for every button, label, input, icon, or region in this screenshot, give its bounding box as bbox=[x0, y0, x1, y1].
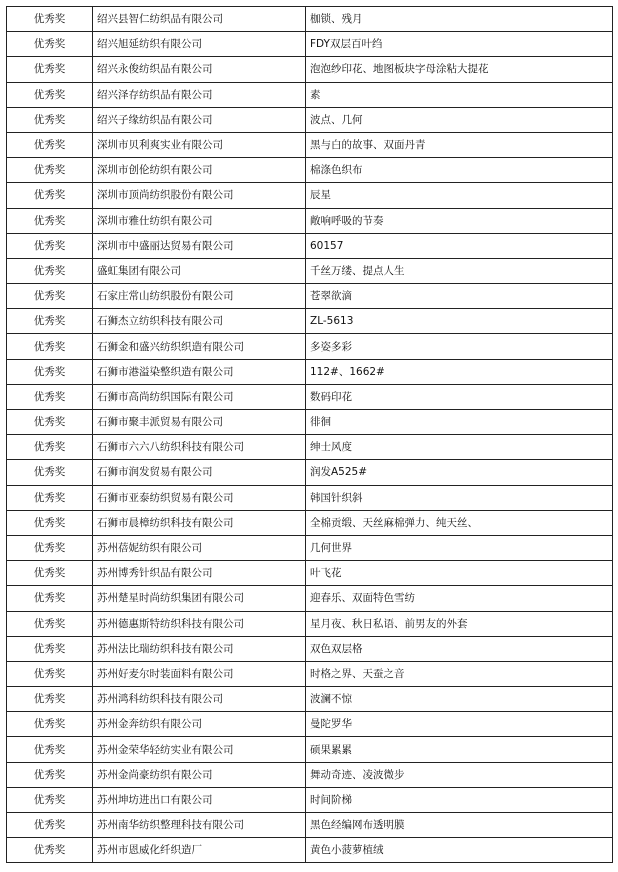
table-row bbox=[7, 535, 613, 560]
product-name-cell: 波点、几何 bbox=[306, 107, 613, 132]
award-level-cell: 优秀奖 bbox=[7, 485, 93, 510]
company-name-cell: 苏州金荣华轻纺实业有限公司 bbox=[93, 737, 306, 762]
award-level-cell: 优秀奖 bbox=[7, 410, 93, 435]
product-name-cell: 徘徊 bbox=[306, 410, 613, 435]
award-level-cell: 优秀奖 bbox=[7, 762, 93, 787]
award-level-cell: 优秀奖 bbox=[7, 132, 93, 157]
award-level-cell: 优秀奖 bbox=[7, 359, 93, 384]
company-name-cell: 石家庄常山纺织股份有限公司 bbox=[93, 284, 306, 309]
award-level-cell: 优秀奖 bbox=[7, 334, 93, 359]
award-table bbox=[6, 6, 613, 863]
product-name-cell: 苍翠欲滴 bbox=[306, 284, 613, 309]
award-level-cell: 优秀奖 bbox=[7, 309, 93, 334]
award-level-cell: 优秀奖 bbox=[7, 233, 93, 258]
table-row bbox=[7, 132, 613, 157]
table-row bbox=[7, 258, 613, 283]
product-name-cell: 数码印花 bbox=[306, 384, 613, 409]
award-level-cell: 优秀奖 bbox=[7, 258, 93, 283]
table-row bbox=[7, 661, 613, 686]
table-row bbox=[7, 586, 613, 611]
product-name-cell: 润发A525# bbox=[306, 460, 613, 485]
company-name-cell: 苏州金奔纺织有限公司 bbox=[93, 712, 306, 737]
table-row bbox=[7, 384, 613, 409]
product-name-cell: 枷锁、残月 bbox=[306, 7, 613, 32]
company-name-cell: 绍兴县智仁纺织品有限公司 bbox=[93, 7, 306, 32]
table-row bbox=[7, 813, 613, 838]
product-name-cell: 黄色小菠萝植绒 bbox=[306, 838, 613, 863]
company-name-cell: 苏州南华纺织整理科技有限公司 bbox=[93, 813, 306, 838]
award-level-cell: 优秀奖 bbox=[7, 535, 93, 560]
company-name-cell: 苏州楚星时尚纺织集团有限公司 bbox=[93, 586, 306, 611]
product-name-cell: 叶飞花 bbox=[306, 561, 613, 586]
product-name-cell: 舞动奇迹、凌波微步 bbox=[306, 762, 613, 787]
company-name-cell: 石狮市聚丰派贸易有限公司 bbox=[93, 410, 306, 435]
award-level-cell: 优秀奖 bbox=[7, 435, 93, 460]
company-name-cell: 深圳市顶尚纺织股份有限公司 bbox=[93, 183, 306, 208]
table-row bbox=[7, 359, 613, 384]
table-row bbox=[7, 838, 613, 863]
award-level-cell: 优秀奖 bbox=[7, 57, 93, 82]
product-name-cell: 素 bbox=[306, 82, 613, 107]
table-row bbox=[7, 485, 613, 510]
company-name-cell: 石狮市六六八纺织科技有限公司 bbox=[93, 435, 306, 460]
product-name-cell: 黑与白的故事、双面丹青 bbox=[306, 132, 613, 157]
product-name-cell: 几何世界 bbox=[306, 535, 613, 560]
table-row bbox=[7, 636, 613, 661]
award-level-cell: 优秀奖 bbox=[7, 787, 93, 812]
table-row bbox=[7, 611, 613, 636]
award-level-cell: 优秀奖 bbox=[7, 158, 93, 183]
award-level-cell: 优秀奖 bbox=[7, 611, 93, 636]
award-level-cell: 优秀奖 bbox=[7, 586, 93, 611]
table-row bbox=[7, 32, 613, 57]
product-name-cell: 敞响呼吸的节奏 bbox=[306, 208, 613, 233]
award-level-cell: 优秀奖 bbox=[7, 208, 93, 233]
company-name-cell: 石狮金和盛兴纺织织造有限公司 bbox=[93, 334, 306, 359]
award-level-cell: 优秀奖 bbox=[7, 510, 93, 535]
table-row bbox=[7, 233, 613, 258]
company-name-cell: 绍兴子缘纺织品有限公司 bbox=[93, 107, 306, 132]
company-name-cell: 深圳市雅仕纺织有限公司 bbox=[93, 208, 306, 233]
product-name-cell: 全棉贡缎、天丝麻棉弹力、纯天丝、 bbox=[306, 510, 613, 535]
company-name-cell: 石狮市高尚纺织国际有限公司 bbox=[93, 384, 306, 409]
product-name-cell: ZL-5613 bbox=[306, 309, 613, 334]
award-level-cell: 优秀奖 bbox=[7, 7, 93, 32]
table-row bbox=[7, 762, 613, 787]
product-name-cell: 泡泡纱印花、地图板块字母涂粘大提花 bbox=[306, 57, 613, 82]
table-row bbox=[7, 687, 613, 712]
table-row bbox=[7, 435, 613, 460]
table-row bbox=[7, 309, 613, 334]
company-name-cell: 苏州德惠斯特纺织科技有限公司 bbox=[93, 611, 306, 636]
table-row bbox=[7, 183, 613, 208]
company-name-cell: 绍兴泽存纺织品有限公司 bbox=[93, 82, 306, 107]
company-name-cell: 深圳市中盛丽达贸易有限公司 bbox=[93, 233, 306, 258]
product-name-cell: 棉涤色织布 bbox=[306, 158, 613, 183]
product-name-cell: 多姿多彩 bbox=[306, 334, 613, 359]
company-name-cell: 石狮杰立纺织科技有限公司 bbox=[93, 309, 306, 334]
product-name-cell: FDY双层百叶绉 bbox=[306, 32, 613, 57]
company-name-cell: 绍兴旭延纺织有限公司 bbox=[93, 32, 306, 57]
product-name-cell: 双色双层格 bbox=[306, 636, 613, 661]
company-name-cell: 盛虹集团有限公司 bbox=[93, 258, 306, 283]
table-row bbox=[7, 158, 613, 183]
table-row bbox=[7, 510, 613, 535]
table-row bbox=[7, 284, 613, 309]
award-level-cell: 优秀奖 bbox=[7, 687, 93, 712]
product-name-cell: 60157 bbox=[306, 233, 613, 258]
table-row bbox=[7, 712, 613, 737]
product-name-cell: 星月夜、秋日私语、前男友的外套 bbox=[306, 611, 613, 636]
product-name-cell: 绅士风度 bbox=[306, 435, 613, 460]
company-name-cell: 石狮市亚泰纺织贸易有限公司 bbox=[93, 485, 306, 510]
company-name-cell: 苏州蓓妮纺织有限公司 bbox=[93, 535, 306, 560]
table-row bbox=[7, 737, 613, 762]
product-name-cell: 辰星 bbox=[306, 183, 613, 208]
award-level-cell: 优秀奖 bbox=[7, 107, 93, 132]
company-name-cell: 苏州坤坊进出口有限公司 bbox=[93, 787, 306, 812]
company-name-cell: 苏州法比瑞纺织科技有限公司 bbox=[93, 636, 306, 661]
award-level-cell: 优秀奖 bbox=[7, 661, 93, 686]
product-name-cell: 千丝万缕、提点人生 bbox=[306, 258, 613, 283]
product-name-cell: 黑色经编网布透明膜 bbox=[306, 813, 613, 838]
product-name-cell: 韩国针织斜 bbox=[306, 485, 613, 510]
award-level-cell: 优秀奖 bbox=[7, 82, 93, 107]
table-row bbox=[7, 410, 613, 435]
award-level-cell: 优秀奖 bbox=[7, 838, 93, 863]
company-name-cell: 苏州好麦尔时装面料有限公司 bbox=[93, 661, 306, 686]
award-level-cell: 优秀奖 bbox=[7, 384, 93, 409]
award-level-cell: 优秀奖 bbox=[7, 813, 93, 838]
product-name-cell: 112#、1662# bbox=[306, 359, 613, 384]
table-row bbox=[7, 107, 613, 132]
company-name-cell: 苏州金尚豪纺织有限公司 bbox=[93, 762, 306, 787]
award-level-cell: 优秀奖 bbox=[7, 460, 93, 485]
company-name-cell: 绍兴永俊纺织品有限公司 bbox=[93, 57, 306, 82]
award-table-body bbox=[7, 7, 613, 863]
award-level-cell: 优秀奖 bbox=[7, 636, 93, 661]
product-name-cell: 时格之界、天蚕之音 bbox=[306, 661, 613, 686]
table-row bbox=[7, 460, 613, 485]
table-row bbox=[7, 7, 613, 32]
company-name-cell: 苏州市恩威化纤织造厂 bbox=[93, 838, 306, 863]
company-name-cell: 石狮市润发贸易有限公司 bbox=[93, 460, 306, 485]
table-row bbox=[7, 561, 613, 586]
award-level-cell: 优秀奖 bbox=[7, 183, 93, 208]
award-level-cell: 优秀奖 bbox=[7, 712, 93, 737]
table-row bbox=[7, 334, 613, 359]
product-name-cell: 曼陀罗华 bbox=[306, 712, 613, 737]
company-name-cell: 深圳市贝利爽实业有限公司 bbox=[93, 132, 306, 157]
company-name-cell: 深圳市创伦纺织有限公司 bbox=[93, 158, 306, 183]
table-row bbox=[7, 787, 613, 812]
product-name-cell: 硕果累累 bbox=[306, 737, 613, 762]
award-level-cell: 优秀奖 bbox=[7, 284, 93, 309]
company-name-cell: 苏州鸿科纺织科技有限公司 bbox=[93, 687, 306, 712]
table-row bbox=[7, 57, 613, 82]
company-name-cell: 石狮市港溢染整织造有限公司 bbox=[93, 359, 306, 384]
table-row bbox=[7, 82, 613, 107]
company-name-cell: 苏州博秀针织品有限公司 bbox=[93, 561, 306, 586]
table-row bbox=[7, 208, 613, 233]
product-name-cell: 迎春乐、双面特色雪纺 bbox=[306, 586, 613, 611]
award-level-cell: 优秀奖 bbox=[7, 737, 93, 762]
award-level-cell: 优秀奖 bbox=[7, 32, 93, 57]
company-name-cell: 石狮市晨樟纺织科技有限公司 bbox=[93, 510, 306, 535]
product-name-cell: 波澜不惊 bbox=[306, 687, 613, 712]
product-name-cell: 时间阶梯 bbox=[306, 787, 613, 812]
award-level-cell: 优秀奖 bbox=[7, 561, 93, 586]
